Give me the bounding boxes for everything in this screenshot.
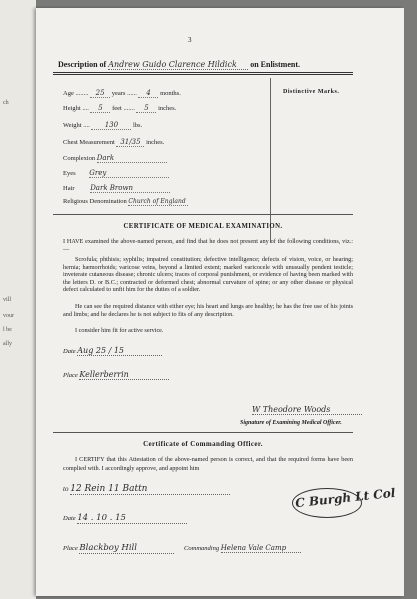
medical-conditions: Scrofula; phthisis; syphilis; impaired constitution; defective intelligence; defects of vision, voice, or hearing; hernia; hæmorrhoids; varicose veins, beyond a limited extent; marked varicocele with unusually pendent testicle; inveterate cutaneous disease; chronic ulcers; traces of corporal punishment, or evidence of having been marked with the letters D. or B.C.; contracted or deformed chest; abnormal curvature of spine; or any other disease or physical defect calculated to unfit him for the duties of a soldier. bbox=[63, 256, 353, 294]
commanding-label: Commanding bbox=[184, 545, 220, 552]
chest-unit: inches. bbox=[146, 139, 165, 146]
commanding-camp-value: Helena Vale Camp bbox=[221, 544, 301, 553]
height-row: Height .... 5 feet ....... 5 inches. bbox=[63, 104, 177, 112]
description-suffix: on Enlistment. bbox=[250, 60, 301, 69]
divider bbox=[53, 432, 353, 433]
complexion-row bbox=[63, 154, 167, 163]
divider bbox=[53, 72, 353, 73]
age-months-value: 4 bbox=[138, 89, 158, 98]
commanding-date-label: Date bbox=[63, 515, 76, 522]
height-inches-unit: inches. bbox=[158, 105, 177, 112]
description-title bbox=[58, 60, 358, 70]
distinctive-marks-label: Distinctive Marks. bbox=[283, 89, 340, 95]
margin-fragment: l be bbox=[3, 327, 12, 333]
hair-value: Dark Brown bbox=[90, 184, 170, 193]
appointment-unit-value: 12 Rein 11 Battn bbox=[70, 484, 230, 495]
chest-row bbox=[63, 138, 164, 147]
age-row: Age ........ 25 years ...... 4 months. bbox=[63, 89, 181, 97]
commanding-officer-signature: C Burgh Lt Col bbox=[294, 485, 396, 511]
height-label: Height bbox=[63, 105, 81, 112]
medical-place-label: Place bbox=[63, 372, 78, 379]
medical-officer-signature: W Theodore Woods bbox=[252, 405, 362, 415]
religion-value: Church of England bbox=[128, 198, 188, 206]
age-label: Age bbox=[63, 90, 74, 97]
eyes-row bbox=[63, 169, 169, 178]
complexion-label: Complexion bbox=[63, 155, 96, 162]
column-divider bbox=[270, 78, 271, 243]
medical-date-label: Date bbox=[63, 348, 76, 355]
commanding-date-row bbox=[63, 513, 187, 524]
commanding-place-label: Place bbox=[63, 545, 78, 552]
weight-label: Weight bbox=[63, 122, 82, 129]
age-years-unit: years bbox=[111, 90, 126, 97]
medical-statement: He can see the required distance with either eye; his heart and lungs are healthy; he has the free use of his joints and limbs; and he declares he is not subject to fits of any description. bbox=[63, 303, 353, 318]
eyes-label: Eyes bbox=[63, 170, 76, 177]
medical-place-row bbox=[63, 370, 169, 380]
weight-row: Weight .... 130 lbs. bbox=[63, 121, 143, 129]
commanding-date-value: 14 . 10 . 15 bbox=[77, 513, 187, 524]
chest-value: 31/35 bbox=[116, 138, 144, 147]
margin-fragment: vill bbox=[3, 297, 12, 303]
eyes-value: Grey bbox=[89, 169, 169, 178]
margin-fragment: vour bbox=[3, 313, 14, 319]
divider bbox=[53, 214, 353, 215]
medical-place-value: Kellerberrin bbox=[79, 370, 169, 380]
height-feet-value: 5 bbox=[90, 104, 110, 113]
appointment-to-label: to bbox=[63, 485, 69, 493]
description-prefix: Description of bbox=[58, 60, 107, 69]
weight-unit: lbs. bbox=[133, 122, 143, 129]
medical-fitness: I consider him fit for active service. bbox=[75, 327, 164, 334]
medical-date-row bbox=[63, 346, 162, 356]
medical-signature-label: Signature of Examining Medical Officer. bbox=[240, 420, 342, 426]
complexion-value: Dark bbox=[97, 154, 167, 163]
unit-stamp bbox=[292, 488, 362, 518]
religion-label: Religious Denomination bbox=[63, 198, 127, 205]
commanding-place-value: Blackboy Hill bbox=[79, 543, 174, 554]
appointment-row bbox=[63, 484, 230, 495]
medical-date-value: Aug 25 / 15 bbox=[77, 346, 162, 356]
hair-label: Hair bbox=[63, 185, 75, 192]
medical-heading: CERTIFICATE OF MEDICAL EXAMINATION. bbox=[123, 223, 283, 230]
weight-value: 130 bbox=[91, 121, 131, 130]
height-inches-value: 5 bbox=[136, 104, 156, 113]
page-number: 3 bbox=[188, 36, 192, 44]
margin-fragment: ally bbox=[3, 341, 12, 347]
commanding-heading: Certificate of Commanding Officer. bbox=[143, 440, 263, 448]
religion-row bbox=[63, 198, 188, 206]
age-years-value: 25 bbox=[90, 89, 110, 98]
medical-intro: I HAVE examined the above-named person, and find that he does not present any of the following conditions, viz.:— bbox=[63, 238, 353, 253]
commanding-certification: I CERTIFY that this Attestation of the above-named person is correct, and that the required forms have been complied with. I accordingly approve, and appoint him bbox=[63, 456, 353, 472]
recruit-name: Andrew Guido Clarence Hildick bbox=[108, 60, 248, 70]
hair-row bbox=[63, 184, 170, 193]
chest-label: Chest Measurement bbox=[63, 139, 115, 146]
adjacent-page-strip bbox=[0, 0, 36, 599]
height-feet-unit: feet bbox=[112, 105, 122, 112]
margin-fragment: ch bbox=[3, 100, 9, 106]
divider bbox=[53, 74, 353, 75]
age-months-unit: months. bbox=[160, 90, 181, 97]
commanding-place-row bbox=[63, 543, 301, 554]
